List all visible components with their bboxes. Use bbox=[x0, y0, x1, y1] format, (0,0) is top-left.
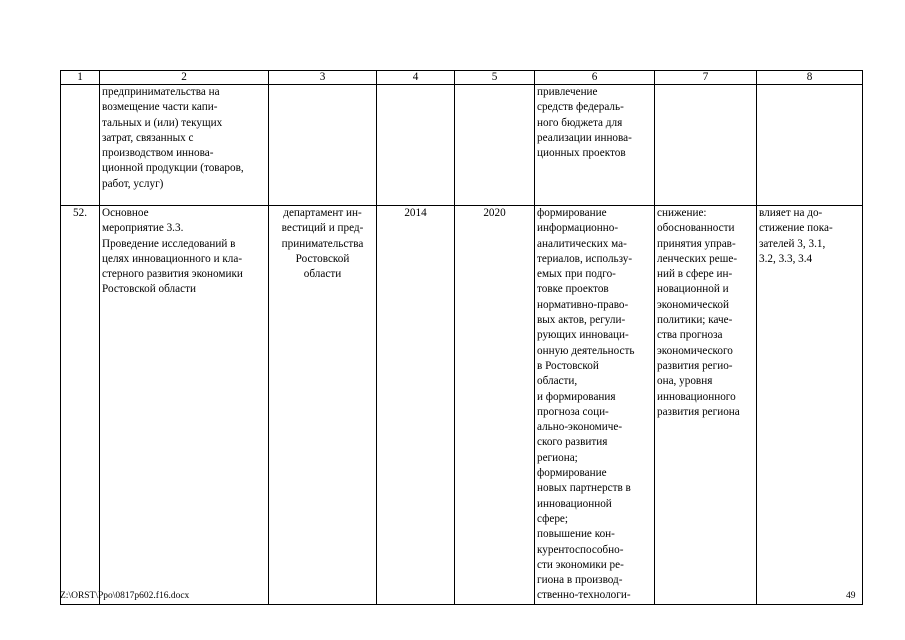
cell-line: нормативно-право- bbox=[537, 298, 629, 311]
header-col-6: 6 bbox=[535, 71, 655, 85]
header-col-7: 7 bbox=[655, 71, 757, 85]
cell-line: ства прогноза bbox=[657, 329, 723, 342]
header-col-4: 4 bbox=[377, 71, 455, 85]
cell-line: стижение пока- bbox=[759, 222, 833, 235]
program-table bbox=[60, 70, 863, 605]
cell-line: инновационного bbox=[657, 390, 736, 403]
cell-result bbox=[535, 206, 655, 605]
cell-line: политики; каче- bbox=[657, 314, 733, 327]
cell-line: емых при подго- bbox=[537, 268, 616, 281]
cell-line: 3.2, 3.3, 3.4 bbox=[759, 252, 813, 265]
cell-line: ственно-технологи- bbox=[537, 589, 631, 602]
cell-line: Ростовской bbox=[295, 252, 350, 265]
cell-line: стерного развития экономики bbox=[102, 268, 243, 281]
cell-line: ционной продукции (товаров, bbox=[102, 162, 244, 175]
cell-indicators bbox=[757, 85, 863, 206]
cell-line: гиона в производ- bbox=[537, 574, 623, 587]
cell-line: привлечение bbox=[537, 86, 598, 98]
footer-file-path: Z:\ORST\Ppo\0817p602.f16.docx bbox=[60, 591, 190, 601]
cell-line: влияет на до- bbox=[759, 207, 823, 219]
cell-line: региона; bbox=[537, 451, 578, 464]
cell-line: повышение кон- bbox=[537, 528, 615, 541]
cell-line: она, уровня bbox=[657, 375, 713, 388]
cell-line: ний в сфере ин- bbox=[657, 268, 733, 281]
cell-executor bbox=[269, 206, 377, 605]
cell-line: принимательства bbox=[281, 237, 364, 250]
cell-line: мероприятие 3.3. bbox=[102, 222, 184, 235]
cell-line: работ, услуг) bbox=[102, 177, 164, 190]
cell-number: 52. bbox=[61, 206, 100, 605]
cell-description bbox=[100, 85, 269, 206]
cell-line: развития региона bbox=[657, 405, 740, 418]
cell-line: экономического bbox=[657, 344, 733, 357]
cell-line: средств федераль- bbox=[537, 101, 624, 114]
cell-line: экономической bbox=[657, 298, 729, 311]
cell-line: в Ростовской bbox=[537, 359, 599, 372]
cell-line: ского развития bbox=[537, 436, 608, 449]
cell-result bbox=[535, 85, 655, 206]
cell-end-year bbox=[455, 85, 535, 206]
cell-consequences bbox=[655, 206, 757, 605]
cell-line: товке проектов bbox=[537, 283, 609, 296]
header-col-8: 8 bbox=[757, 71, 863, 85]
cell-line: производством иннова- bbox=[102, 147, 214, 160]
cell-line: предпринимательства на bbox=[102, 86, 220, 98]
cell-line: рующих инноваци- bbox=[537, 329, 629, 342]
cell-line: ного бюджета для bbox=[537, 116, 623, 129]
cell-line: сти экономики ре- bbox=[537, 558, 624, 571]
header-col-1: 1 bbox=[61, 71, 100, 85]
cell-line: вых актов, регули- bbox=[537, 314, 626, 327]
cell-line: курентоспособно- bbox=[537, 543, 624, 556]
header-col-3: 3 bbox=[269, 71, 377, 85]
table-row-52 bbox=[61, 206, 863, 605]
cell-line: департамент ин- bbox=[283, 207, 362, 219]
cell-line: новационной и bbox=[657, 283, 729, 296]
cell-start-year: 2014 bbox=[377, 206, 455, 605]
cell-line: Основное bbox=[102, 207, 149, 219]
table-row-continued bbox=[61, 85, 863, 206]
cell-line: ционных проектов bbox=[537, 147, 626, 160]
cell-line: вестиций и пред- bbox=[281, 222, 364, 235]
cell-line: области, bbox=[537, 375, 578, 388]
cell-line: зателей 3, 3.1, bbox=[759, 237, 826, 250]
cell-line: возмещение части капи- bbox=[102, 101, 218, 114]
cell-line: инновационной bbox=[537, 497, 612, 510]
cell-description bbox=[100, 206, 269, 605]
cell-line: сфере; bbox=[537, 512, 568, 525]
cell-line: прогноза соци- bbox=[537, 405, 609, 418]
cell-line: и формирования bbox=[537, 390, 616, 403]
cell-line: формирование bbox=[537, 467, 607, 480]
cell-number bbox=[61, 85, 100, 206]
cell-consequences bbox=[655, 85, 757, 206]
cell-line: тальных и (или) текущих bbox=[102, 116, 223, 129]
cell-line: области bbox=[303, 268, 342, 281]
cell-start-year bbox=[377, 85, 455, 206]
cell-line: аналитических ма- bbox=[537, 237, 627, 250]
cell-line: затрат, связанных с bbox=[102, 131, 194, 144]
cell-line: Проведение исследований в bbox=[102, 237, 236, 250]
cell-line: новых партнерств в bbox=[537, 482, 631, 495]
cell-indicators bbox=[757, 206, 863, 605]
cell-line: целях инновационного и кла- bbox=[102, 252, 243, 265]
cell-line: развития регио- bbox=[657, 359, 733, 372]
header-col-2: 2 bbox=[100, 71, 269, 85]
cell-line: обоснованности bbox=[657, 222, 735, 235]
cell-line: формирование bbox=[537, 207, 607, 219]
page-number: 49 bbox=[846, 591, 856, 601]
cell-end-year: 2020 bbox=[455, 206, 535, 605]
cell-line: реализации иннова- bbox=[537, 131, 632, 144]
cell-line: ально-экономиче- bbox=[537, 421, 623, 434]
cell-executor bbox=[269, 85, 377, 206]
cell-line: информационно- bbox=[537, 222, 619, 235]
cell-line: ленческих реше- bbox=[657, 252, 738, 265]
cell-line: принятия управ- bbox=[657, 237, 736, 250]
cell-line: онную деятельность bbox=[537, 344, 635, 357]
header-row bbox=[61, 71, 863, 85]
cell-line: териалов, использу- bbox=[537, 252, 633, 265]
header-col-5: 5 bbox=[455, 71, 535, 85]
cell-line: снижение: bbox=[657, 207, 707, 219]
cell-line: Ростовской области bbox=[102, 283, 196, 296]
